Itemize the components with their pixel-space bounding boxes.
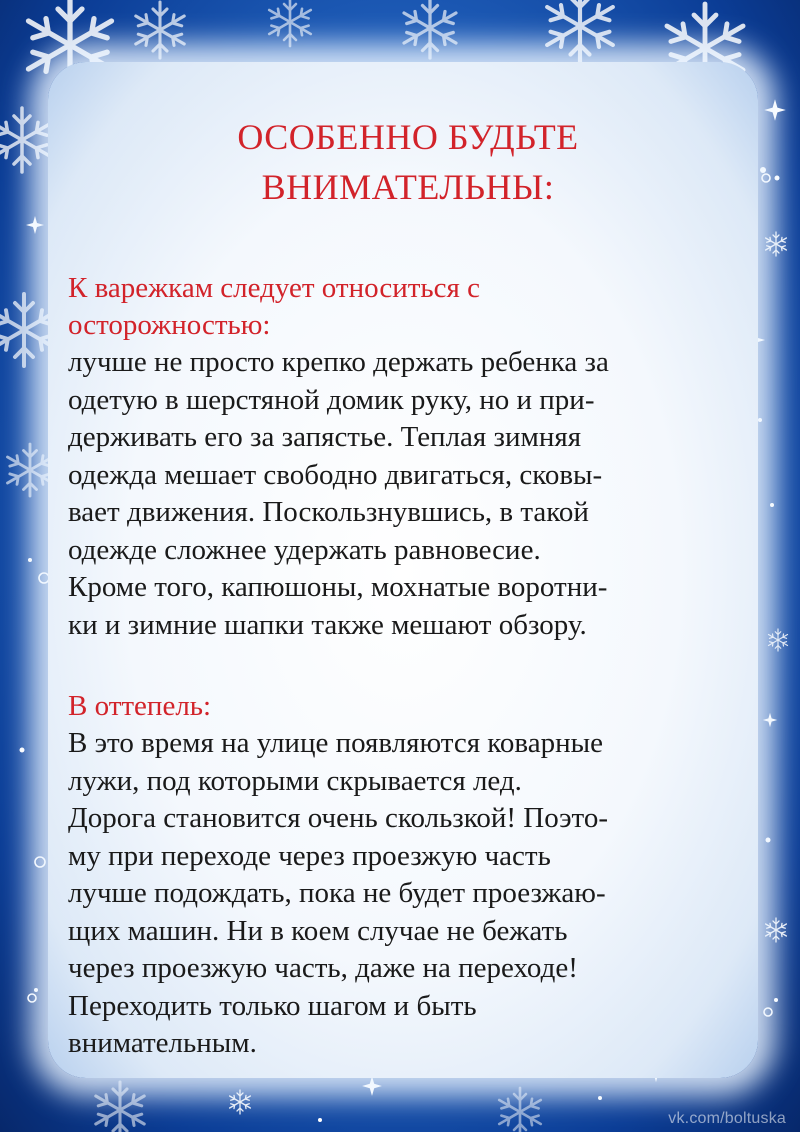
- snowflake-icon: [136, 2, 184, 58]
- text-line: одетую в шерстяной домик руку, но и при-: [68, 383, 595, 416]
- title-line: ВНИМАТЕЛЬНЫ:: [261, 167, 555, 207]
- watermark: vk.com/boltuska: [668, 1110, 786, 1127]
- page-title: [68, 112, 748, 212]
- sparkle-icon: [362, 1076, 382, 1096]
- text-line: лучше не просто крепко держать ребенка за: [68, 346, 609, 378]
- snowflake-icon: [230, 1090, 251, 1114]
- text-line: му при переходе через проезжую часть: [68, 839, 551, 872]
- snowflake-icon: [768, 629, 787, 651]
- sparkle-icon: [764, 99, 786, 121]
- snowflake-icon: [96, 1082, 144, 1132]
- sparkle-icon: [763, 713, 777, 727]
- text-line: лучше подождать, пока не будет проезжаю-: [68, 877, 606, 909]
- sparkle-icon: [26, 216, 44, 234]
- snowflake-icon: [0, 108, 50, 172]
- heading-line: осторожностью:: [68, 309, 271, 341]
- mittens-section: [68, 270, 748, 644]
- text-line: одежда мешает свободно двигаться, сковы-: [68, 458, 603, 491]
- text-line: щих машин. Ни в коем случае не бежать: [68, 914, 568, 947]
- heading-line: В оттепель:: [68, 690, 212, 722]
- snowflake-icon: [766, 232, 787, 256]
- section-text: [68, 344, 748, 644]
- text-line: вает движения. Поскользнувшись, в такой: [68, 496, 589, 528]
- section-text: [68, 725, 748, 1063]
- title-line: ОСОБЕННО БУДЬТЕ: [237, 117, 579, 157]
- snowflake-icon: [269, 0, 311, 46]
- text-line: через проезжую часть, даже на переходе!: [68, 952, 578, 984]
- snowflake-icon: [0, 294, 55, 366]
- text-line: Кроме того, капюшоны, мохнатые воротни-: [68, 571, 608, 603]
- heading-line: К варежкам следует относиться с: [68, 272, 480, 304]
- section-heading: [68, 688, 748, 725]
- text-line: лужи, под которыми скрывается лед.: [68, 764, 522, 797]
- text-line: одежде сложнее удержать равновесие.: [68, 533, 541, 566]
- text-line: ки и зимние шапки также мешают обзору.: [68, 608, 587, 641]
- text-line: Дорога становится очень скользкой! Поэто-: [68, 802, 608, 834]
- snowflake-icon: [404, 0, 456, 58]
- text-line: В это время на улице появляются коварные: [68, 727, 603, 759]
- snowflake-icon: [766, 918, 787, 942]
- notice-content: [68, 112, 748, 1063]
- section-heading: [68, 270, 748, 344]
- text-line: держивать его за запястье. Теплая зимняя: [68, 421, 582, 453]
- snowflake-icon: [547, 0, 613, 64]
- thaw-section: [68, 688, 748, 1063]
- snowflake-icon: [499, 1088, 541, 1132]
- text-line: Переходить только шагом и быть: [68, 989, 477, 1022]
- snowflake-icon: [8, 444, 53, 496]
- text-line: внимательным.: [68, 1027, 257, 1059]
